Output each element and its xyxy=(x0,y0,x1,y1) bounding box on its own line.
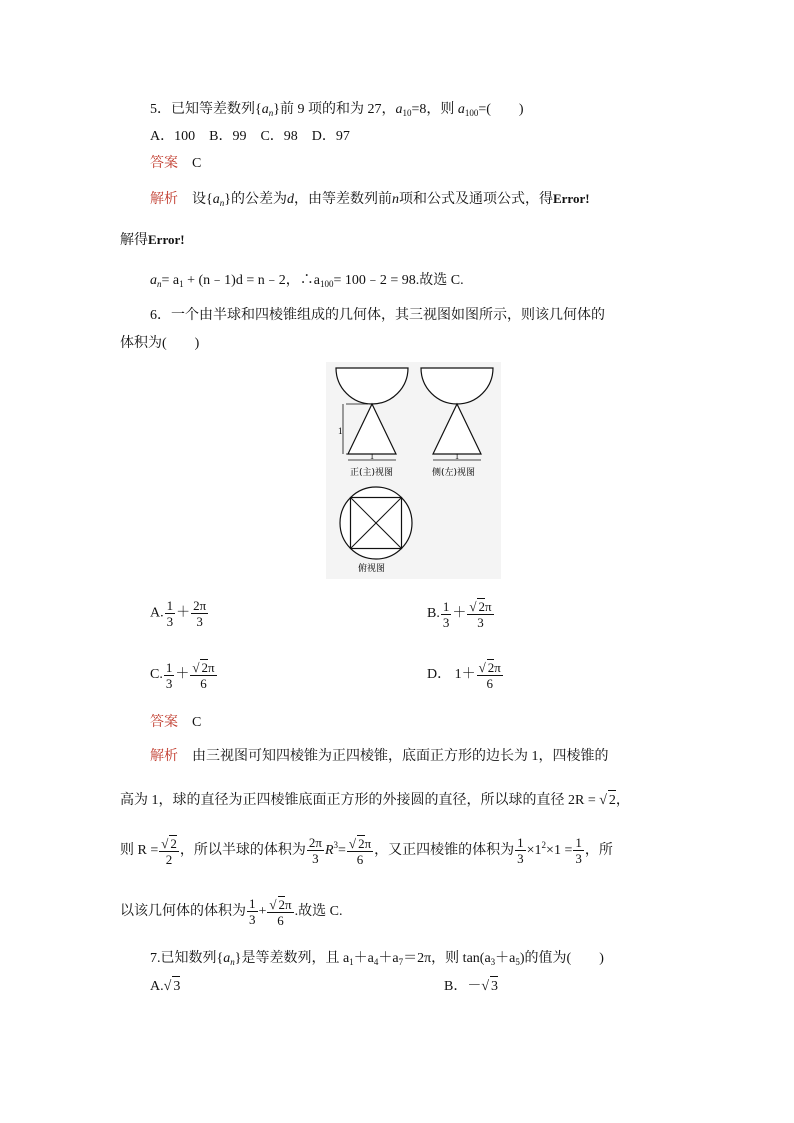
q7-option-a: A.√ 3 xyxy=(150,976,180,997)
q6-analysis-line2: 高为 1，球的直径为正四棱锥底面正方形的外接圆的直径，所以球的直径 2R = √ 2， xyxy=(120,790,630,811)
q6-option-a: A. $\frac{1}{3}$ ＋ $\frac{2\pi}{3}$ xyxy=(150,598,207,629)
front-view-label: 正(主)视图 xyxy=(350,468,394,478)
q5-answer: 答案 C xyxy=(150,156,202,171)
q5-stem: 5．已知等差数列$\{a_n\}$前 9 项的和为 27，$a_{10}=8$，则 $a_{100}=$( ) xyxy=(150,102,524,118)
dim-width-side-label: 1 xyxy=(455,452,459,461)
three-view-figure xyxy=(326,362,501,579)
q6-option-c: C. $\frac{1}{3}$ ＋ $\frac{√ 2\pi}{6}$ xyxy=(150,659,215,691)
q7-option-b: B．－√ 3 xyxy=(444,976,498,997)
three-view-drawing xyxy=(326,362,501,579)
q5-options: A．100 B．99 C．98 D．97 xyxy=(150,129,350,144)
q6-stem-line1: 6．一个由半球和四棱锥组成的几何体，其三视图如图所示，则该几何体的 xyxy=(150,308,605,323)
q6-analysis-line4: 以该几何体的体积为 $\frac{1}{3}$ + $\frac{√ 2\pi}{6}$ .故选 C. xyxy=(120,896,343,928)
q5-analysis: 解析 设$\{a_n\}$的公差为d，由等差数列前n项和公式及通项公式，得Error! xyxy=(150,191,590,208)
q5-solve: 解得Error! xyxy=(120,232,185,248)
dim-width-front-label: 1 xyxy=(370,452,374,461)
q6-option-b: B. $\frac{1}{3}$ ＋ $\frac{√ 2\pi}{3}$ xyxy=(427,598,492,630)
q6-stem-line2: 体积为( ) xyxy=(120,336,200,351)
q6-option-d: D． 1＋ $\frac{√ 2\pi}{6}$ xyxy=(427,660,501,691)
q6-answer: 答案 C xyxy=(150,715,202,730)
top-view-label: 俯视图 xyxy=(358,564,386,574)
q7-stem: 7.已知数列$\{a_n\}$是等差数列，且 $a_1+a_4+a_7=2\pi$，则 $\tan(a_3+a_5)$的值为( ) xyxy=(150,951,604,967)
q6-analysis-line3: 则 R = $\frac{√ 2}{2}$ ，所以半球的体积为 $\frac{2\pi}{3}$ $R^3=$ $\frac{√ 2\pi}{6}$ ，又正四棱锥的体积为 $\frac{1}{3}$ $\times 1^2\times 1$ = $\frac{1}{3}$ ，所 xyxy=(120,835,613,867)
q5-formula: $a_n= a_1$ + (n﹣1)d = n﹣2，$\therefore a_{100}=$ 100﹣2 = 98.故选 C. xyxy=(150,273,464,289)
q6-analysis-line1: 解析 由三视图可知四棱锥为正四棱锥，底面正方形的边长为 1，四棱锥的 xyxy=(150,749,609,764)
dim-height-label: 1 xyxy=(338,426,343,436)
side-view-label: 侧(左)视图 xyxy=(432,468,476,478)
